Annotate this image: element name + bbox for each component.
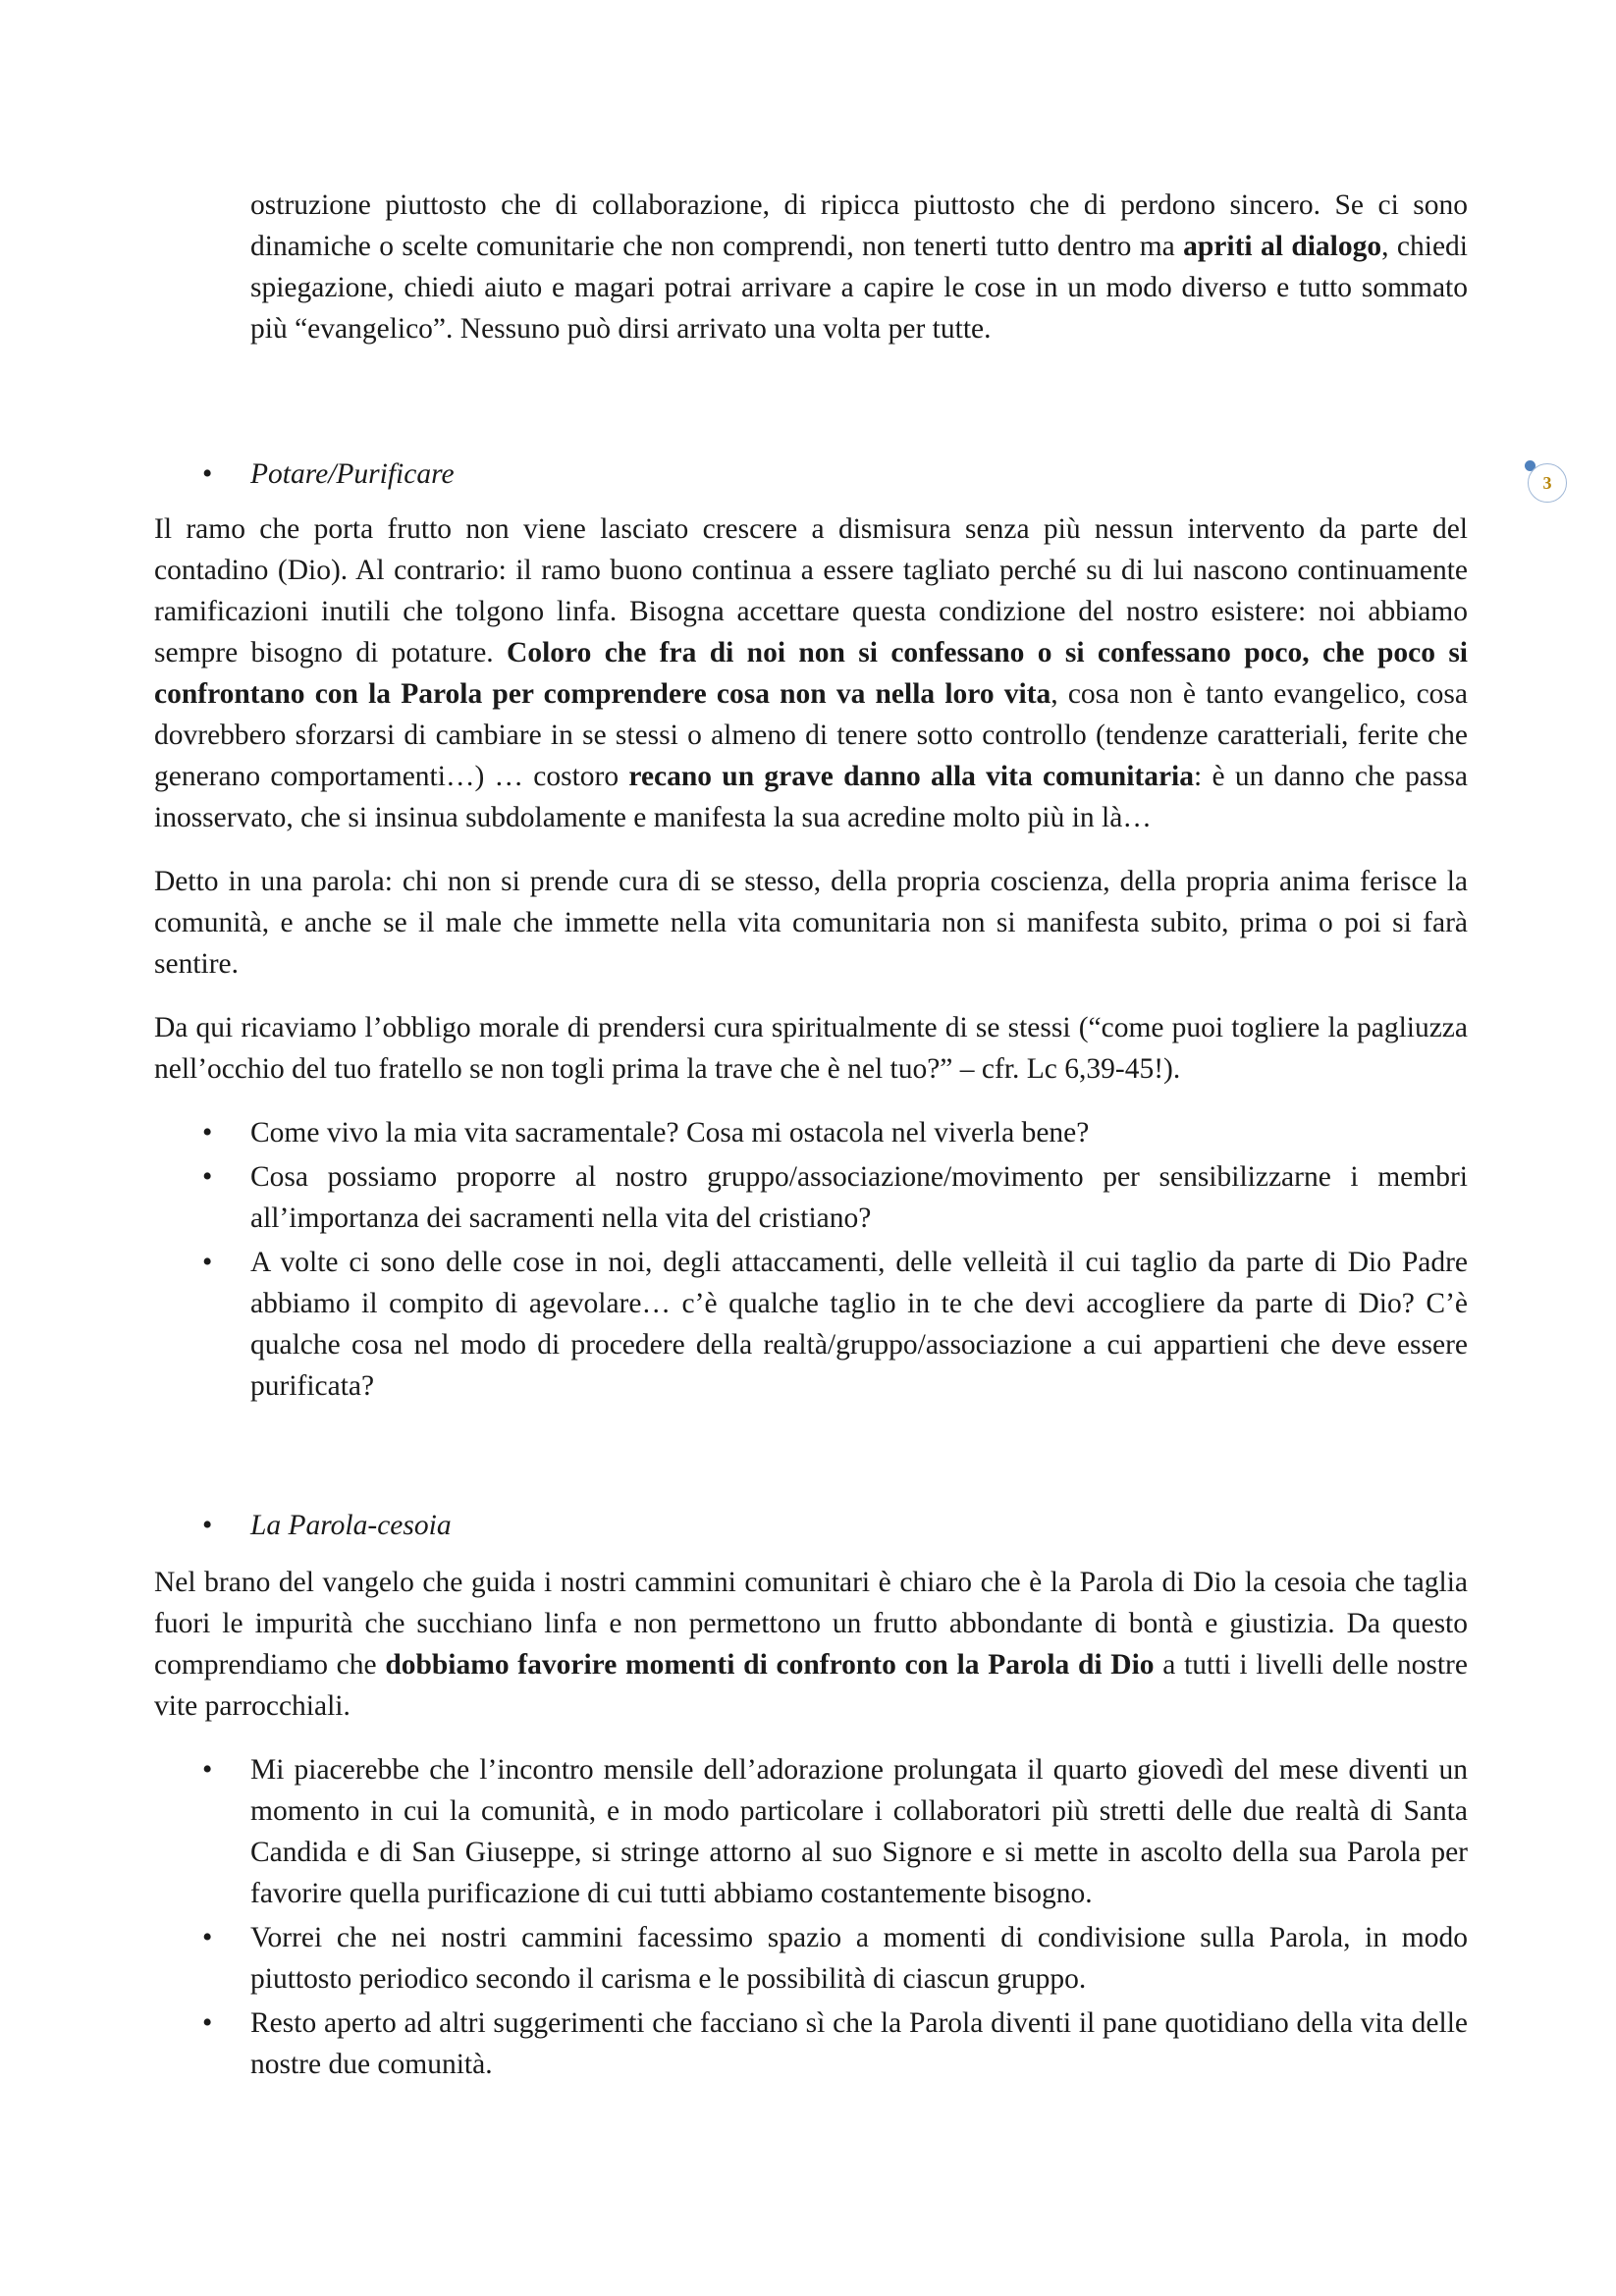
section-heading-potare bbox=[154, 454, 1468, 495]
page-number-badge bbox=[1528, 463, 1567, 503]
intro-text-c: , chiedi spiegazione, chiedi aiuto e magari potrai arrivare a capire le cose in un modo diverso e tutto sommato più “evangelico”. Nessuno può dirsi arrivato una volta per tutte. bbox=[250, 231, 1468, 345]
section-heading-text: La Parola-cesoia bbox=[250, 1510, 452, 1541]
bullet-icon: • bbox=[202, 1247, 213, 1278]
list-item-text: Mi piacerebbe che l’incontro mensile dell’adorazione prolungata il quarto giovedì del mese diventi un momento in cui la comunità, e in modo particolare i collaboratori più stretti delle due realtà di Santa Candida e di San Giuseppe, si stringe attorno al suo Signore e si mette in ascolto della sua Parola per favorire quella purificazione di cui tutti abbiamo costantemente bisogno. bbox=[250, 1754, 1468, 1909]
bullet-icon: • bbox=[202, 1117, 213, 1148]
section1-bold-b: Coloro che fra di noi non si confessano o si confessano poco, che poco si confrontano con la Parola per comprendere cosa non va nella loro vita bbox=[154, 637, 1469, 710]
section2-items bbox=[154, 1749, 1468, 2085]
list-item-text: Cosa possiamo proporre al nostro gruppo/associazione/movimento per sensibilizzarne i membri all’importanza dei sacramenti nella vita del cristiano? bbox=[250, 1161, 1468, 1234]
intro-text-a: ostruzione piuttosto che di collaborazione, di ripicca piuttosto che di perdono sincero. Se ci sono dinamiche o scelte comunitarie che non comprendi, non tenerti tutto dentro ma bbox=[250, 189, 1468, 262]
list-item bbox=[154, 1112, 1468, 1153]
section1-text-c: , cosa non è tanto evangelico, cosa dovrebbero sforzarsi di cambiare in se stessi o almeno di tenere sotto controllo (tendenze caratteriali, ferite che generano comportamenti…) … costoro bbox=[154, 678, 1468, 792]
list-item-text: A volte ci sono delle cose in noi, degli attaccamenti, delle velleità il cui taglio da parte di Dio Padre abbiamo il compito di agevolare… c’è qualche taglio in te che devi accogliere da parte di Dio? C’è qualche cosa nel modo di procedere della realtà/gruppo/associazione a cui appartieni che deve essere purificata? bbox=[250, 1247, 1468, 1402]
list-item-text: Come vivo la mia vita sacramentale? Cosa mi ostacola nel viverla bene? bbox=[250, 1117, 1090, 1148]
intro-bold-text: apriti al dialogo bbox=[1183, 231, 1382, 262]
section1-text-a: Il ramo che porta frutto non viene lasciato crescere a dismisura senza più nessun intervento da parte del contadino (Dio). Al contrario: il ramo buono continua a essere tagliato perché su di lui nascono continuamente ramificazioni inutili che tolgono linfa. Bisogna accettare questa condizione del nostro esistere: noi abbiamo sempre bisogno di potature. bbox=[154, 513, 1468, 668]
bullet-icon: • bbox=[202, 1510, 213, 1541]
section-heading-text: Potare/Purificare bbox=[250, 458, 455, 490]
page-number: 3 bbox=[1542, 472, 1552, 493]
list-item-text: Resto aperto ad altri suggerimenti che facciano sì che la Parola diventi il pane quotidiano della vita delle nostre due comunità. bbox=[250, 2007, 1468, 2080]
bullet-icon: • bbox=[202, 1922, 213, 1953]
section1-paragraph-1 bbox=[154, 508, 1468, 838]
section2-text-a: Nel brano del vangelo che guida i nostri cammini comunitari è chiaro che è la Parola di Dio la cesoia che taglia fuori le impurità che succhiano linfa e non permettono un frutto abbondante di bontà e giustizia. Da questo comprendiamo che bbox=[154, 1567, 1468, 1681]
section-heading-parola-cesoia bbox=[154, 1505, 1468, 1546]
section1-text-e: : è un danno che passa inosservato, che si insinua subdolamente e manifesta la sua acredine molto più in là… bbox=[154, 761, 1469, 833]
intro-paragraph bbox=[250, 185, 1468, 349]
list-item-text: Vorrei che nei nostri cammini facessimo spazio a momenti di condivisione sulla Parola, in modo piuttosto periodico secondo il carisma e le possibilità di ciascun gruppo. bbox=[250, 1922, 1468, 1995]
list-item bbox=[154, 1749, 1468, 1914]
bullet-icon: • bbox=[202, 2007, 213, 2039]
bullet-icon: • bbox=[202, 1754, 213, 1786]
list-item bbox=[154, 1156, 1468, 1239]
page-content bbox=[154, 185, 1468, 2085]
section2-paragraph-1 bbox=[154, 1562, 1468, 1727]
list-item bbox=[154, 1917, 1468, 2000]
section2-bold-b: dobbiamo favorire momenti di confronto con la Parola di Dio bbox=[385, 1649, 1155, 1681]
section2-text-c: a tutti i livelli delle nostre vite parrocchiali. bbox=[154, 1649, 1468, 1722]
bullet-icon: • bbox=[202, 458, 213, 490]
bullet-icon: • bbox=[202, 1161, 213, 1193]
section1-questions bbox=[154, 1112, 1468, 1407]
list-item bbox=[154, 1242, 1468, 1407]
list-item bbox=[154, 2002, 1468, 2085]
section1-paragraph-3: Da qui ricaviamo l’obbligo morale di prendersi cura spiritualmente di se stessi (“come puoi togliere la pagliuzza nell’occhio del tuo fratello se non togli prima la trave che è nel tuo?” – cfr. Lc 6,39-45!). bbox=[154, 1012, 1468, 1085]
section1-paragraph-2: Detto in una parola: chi non si prende cura di se stesso, della propria coscienza, della propria anima ferisce la comunità, e anche se il male che immette nella vita comunitaria non si manifesta subito, prima o poi si farà sentire. bbox=[154, 866, 1468, 980]
section1-bold-d: recano un grave danno alla vita comunitaria bbox=[628, 761, 1195, 792]
